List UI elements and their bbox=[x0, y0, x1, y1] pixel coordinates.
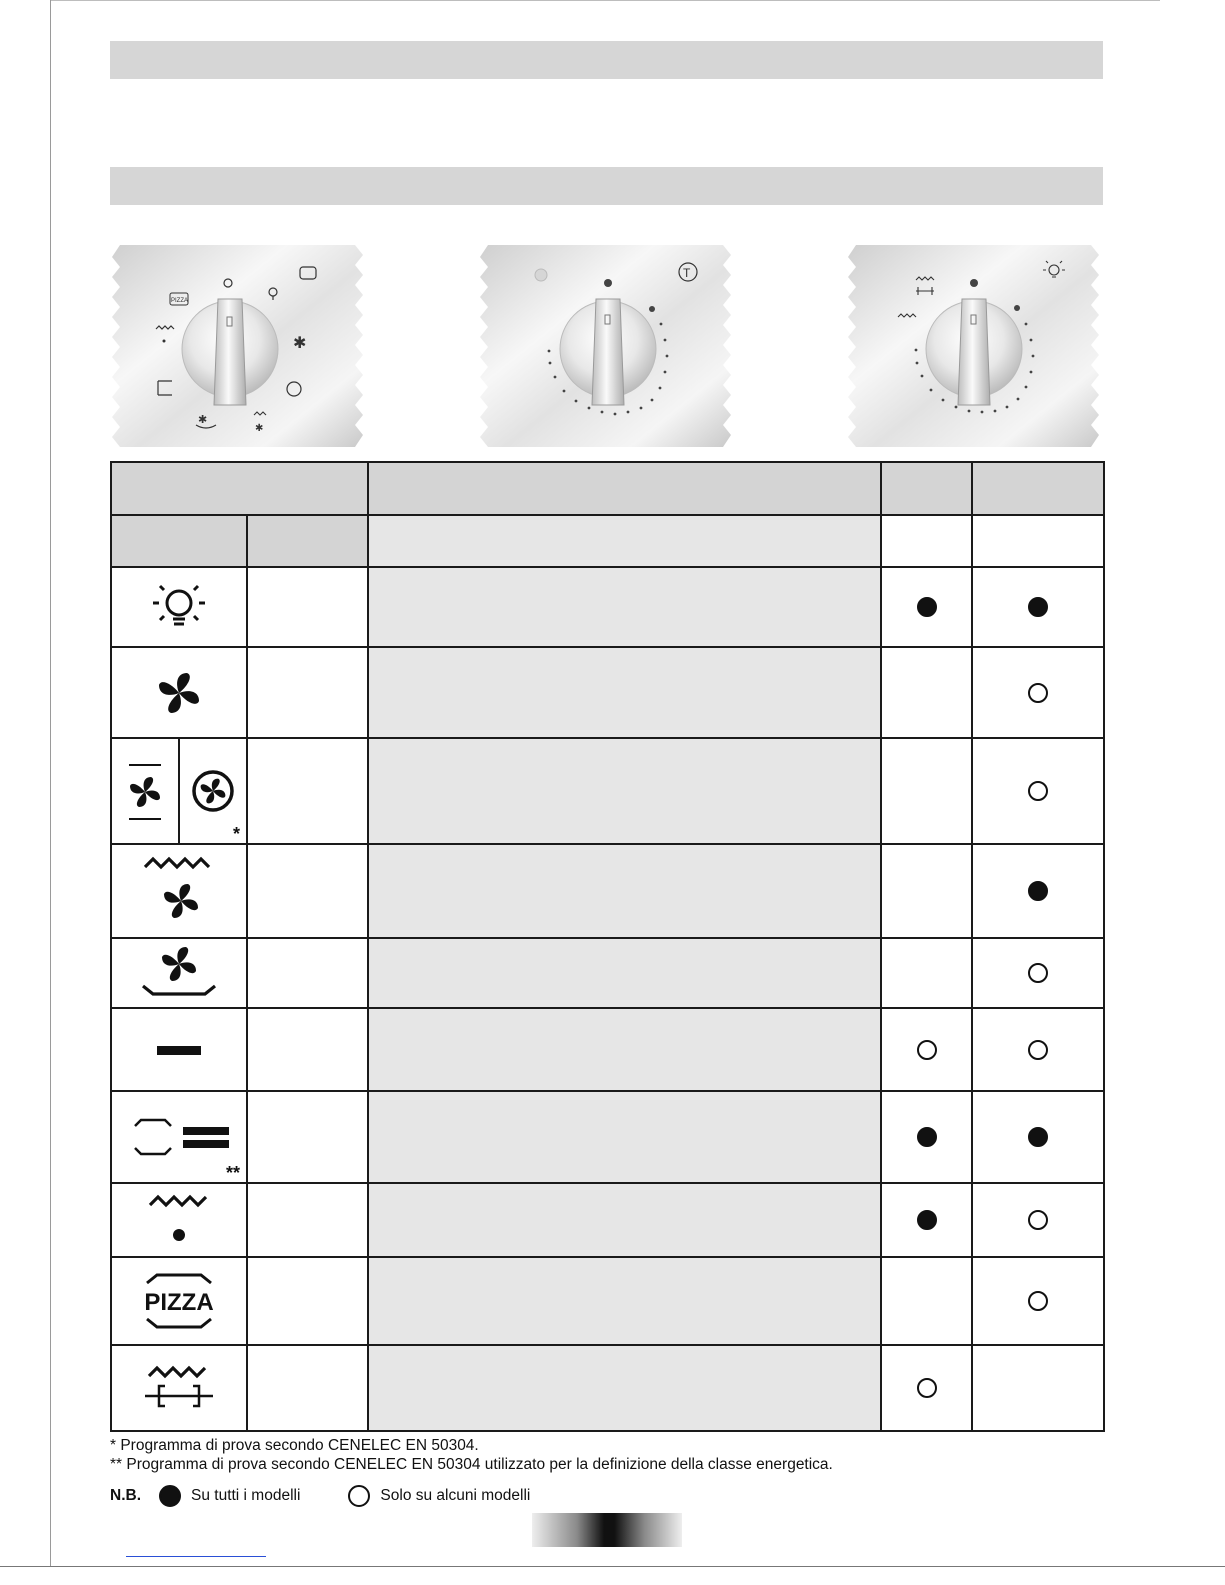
section-header-bar-1 bbox=[110, 41, 1103, 79]
legend-empty-label: Solo su alcuni modelli bbox=[380, 1487, 531, 1504]
footnote-mark: ** bbox=[225, 1163, 240, 1183]
thermostat-indicator-lamp bbox=[535, 269, 547, 281]
table-row bbox=[111, 1257, 1104, 1345]
footnotes bbox=[110, 1436, 833, 1474]
legend bbox=[110, 1484, 578, 1508]
rotisserie-icon bbox=[139, 1358, 219, 1418]
availability-dot bbox=[1028, 881, 1048, 901]
description-cell bbox=[368, 567, 881, 647]
name-cell bbox=[247, 844, 368, 938]
header-col-b-cell bbox=[972, 462, 1104, 515]
timer-knob-panel bbox=[846, 245, 1101, 447]
icon-cell bbox=[111, 1183, 247, 1257]
availability-dot bbox=[1028, 1291, 1048, 1311]
icon-cell bbox=[111, 567, 247, 647]
table-subheader-row bbox=[111, 515, 1104, 567]
page-border-left bbox=[50, 0, 51, 1566]
name-cell bbox=[247, 938, 368, 1008]
col-b-cell bbox=[972, 1183, 1104, 1257]
circular-fan-icon bbox=[189, 767, 237, 815]
table-row bbox=[111, 1008, 1104, 1091]
col-b-cell bbox=[972, 647, 1104, 738]
function-knob-panel bbox=[110, 245, 365, 447]
col-a-cell bbox=[881, 647, 972, 738]
col-b-cell bbox=[972, 1008, 1104, 1091]
table-row bbox=[111, 567, 1104, 647]
table-row bbox=[111, 844, 1104, 938]
col-a-cell bbox=[881, 1257, 972, 1345]
pizza-icon-label: PIZZA bbox=[144, 1289, 214, 1316]
empty-dot-icon bbox=[348, 1485, 370, 1507]
description-cell bbox=[368, 738, 881, 844]
col-b-cell bbox=[972, 567, 1104, 647]
availability-dot bbox=[1028, 1127, 1048, 1147]
col-a-cell bbox=[881, 567, 972, 647]
name-cell bbox=[247, 1008, 368, 1091]
table-header-row bbox=[111, 462, 1104, 515]
fan-lines-icon-cell bbox=[112, 739, 180, 843]
col-b-cell bbox=[972, 938, 1104, 1008]
bottom-link-line bbox=[126, 1556, 266, 1557]
name-cell bbox=[247, 1257, 368, 1345]
svg-text:T: T bbox=[683, 266, 691, 280]
description-cell bbox=[368, 1345, 881, 1431]
table-row bbox=[111, 1345, 1104, 1431]
col-b-cell bbox=[972, 1345, 1104, 1431]
col-b-cell bbox=[972, 1091, 1104, 1183]
availability-dot bbox=[1028, 963, 1048, 983]
col-a-cell bbox=[881, 1183, 972, 1257]
table-row bbox=[111, 1183, 1104, 1257]
pizza-icon bbox=[139, 1269, 219, 1333]
availability-dot bbox=[1028, 1210, 1048, 1230]
page-border-top bbox=[50, 0, 1160, 1]
table-row bbox=[111, 647, 1104, 738]
circular-fan-icon-cell bbox=[180, 739, 246, 843]
icon-cell bbox=[111, 1091, 247, 1183]
name-cell bbox=[247, 738, 368, 844]
light-icon bbox=[147, 579, 211, 635]
section-header-bar-2 bbox=[110, 167, 1103, 205]
availability-dot bbox=[1028, 683, 1048, 703]
col-a-cell bbox=[881, 1091, 972, 1183]
name-cell bbox=[247, 1183, 368, 1257]
page-border-bottom bbox=[0, 1566, 1225, 1567]
subheader-col-b-cell bbox=[972, 515, 1104, 567]
availability-dot bbox=[1028, 781, 1048, 801]
icon-cell bbox=[111, 1345, 247, 1431]
svg-text:PIZZA: PIZZA bbox=[171, 298, 189, 304]
col-a-cell bbox=[881, 1008, 972, 1091]
grill-icon bbox=[144, 1189, 214, 1251]
availability-dot bbox=[917, 1210, 937, 1230]
icon-cell bbox=[111, 1008, 247, 1091]
availability-dot bbox=[1028, 1040, 1048, 1060]
description-cell bbox=[368, 938, 881, 1008]
legend-filled-label: Su tutti i modelli bbox=[191, 1487, 301, 1504]
availability-dot bbox=[917, 597, 937, 617]
footnote-2: ** Programma di prova secondo CENELEC EN 50304 utilizzato per la definizione della classe energetica. bbox=[110, 1456, 833, 1473]
description-cell bbox=[368, 1008, 881, 1091]
legend-nb: N.B. bbox=[110, 1487, 141, 1504]
grill-fan-icon bbox=[139, 853, 219, 929]
col-a-cell bbox=[881, 738, 972, 844]
name-cell bbox=[247, 1091, 368, 1183]
table-row bbox=[111, 938, 1104, 1008]
availability-dot bbox=[917, 1040, 937, 1060]
subheader-description-cell bbox=[368, 515, 881, 567]
table-row bbox=[111, 738, 1104, 844]
base-fan-icon bbox=[139, 942, 219, 1004]
col-a-cell bbox=[881, 1345, 972, 1431]
description-cell bbox=[368, 1183, 881, 1257]
static-heat-icon bbox=[119, 1112, 239, 1162]
availability-dot bbox=[1028, 597, 1048, 617]
fan-small-icon: ✱ bbox=[293, 335, 307, 352]
col-a-cell bbox=[881, 938, 972, 1008]
subheader-col-a-cell bbox=[881, 515, 972, 567]
footnote-mark: * bbox=[232, 824, 240, 844]
functions-table bbox=[110, 461, 1105, 1432]
page-number-gradient-bar bbox=[532, 1513, 682, 1547]
icon-cell bbox=[111, 844, 247, 938]
col-b-cell bbox=[972, 1257, 1104, 1345]
subheader-symbol-cell bbox=[111, 515, 247, 567]
footnote-1: * Programma di prova secondo CENELEC EN 50304. bbox=[110, 1437, 479, 1454]
svg-text:✱: ✱ bbox=[255, 423, 264, 434]
description-cell bbox=[368, 844, 881, 938]
description-cell bbox=[368, 1091, 881, 1183]
name-cell bbox=[247, 1345, 368, 1431]
availability-dot bbox=[917, 1127, 937, 1147]
icon-cell bbox=[111, 738, 247, 844]
description-cell bbox=[368, 1257, 881, 1345]
icon-cell bbox=[111, 938, 247, 1008]
fan-icon bbox=[154, 668, 204, 718]
thermostat-knob-panel bbox=[478, 245, 733, 447]
col-b-cell bbox=[972, 738, 1104, 844]
header-col-a-cell bbox=[881, 462, 972, 515]
col-a-cell bbox=[881, 844, 972, 938]
table-row bbox=[111, 1091, 1104, 1183]
icon-cell bbox=[111, 1257, 247, 1345]
col-b-cell bbox=[972, 844, 1104, 938]
icon-cell bbox=[111, 647, 247, 738]
subheader-name-cell bbox=[247, 515, 368, 567]
name-cell bbox=[247, 567, 368, 647]
description-cell bbox=[368, 647, 881, 738]
base-fan-small-icon: ✱ bbox=[198, 414, 208, 426]
header-description-cell bbox=[368, 462, 881, 515]
name-cell bbox=[247, 647, 368, 738]
filled-dot-icon bbox=[159, 1485, 181, 1507]
fan-lines-icon bbox=[125, 751, 165, 831]
availability-dot bbox=[917, 1378, 937, 1398]
top-heat-icon bbox=[154, 1040, 204, 1060]
header-symbol-cell bbox=[111, 462, 368, 515]
